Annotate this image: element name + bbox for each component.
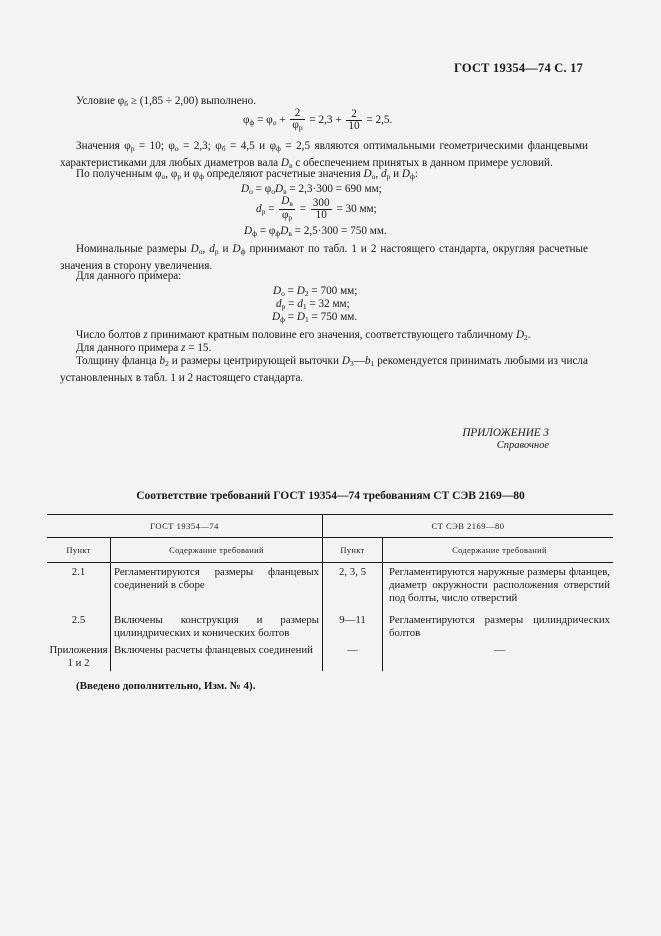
example-intro: Для данного примера: [76,270,182,282]
nominal-paragraph: Номинальные размеры $D_о$, $d_р$ и $D_ф$ принимают по табл. 1 и 2 настоящего стандарта, округляя расчетные значения в сторону увеличения. [60,243,588,272]
correspondence-table [47,514,613,671]
equation-df1: $D_ф = D_1 = 750$ мм. [272,311,358,324]
table-row [47,563,613,612]
row-text-right: — [494,644,505,656]
equation-df: $D_ф = \varphi_фD_в = 2,5\cdot 300 = 750$ мм. [244,225,387,238]
col-content-left: Содержание требований [111,538,323,563]
equation-d1: $d_р = d_1 = 32$ мм; [276,298,350,311]
table-group-right: СТ СЭВ 2169—80 [323,515,614,538]
equation-phi-f: $\varphi_ф = \varphi_о$ + $\frac{2}{\varphi_р}$ = 2,3 + $\frac{2}{10}$ = 2,5. [243,107,393,132]
col-content-right: Содержание требований [383,538,614,563]
appendix-title: ПРИЛОЖЕНИЕ 3 [462,427,549,439]
flange-thickness-paragraph: Толщину фланца $b_2$ и размеры центрирующей выточки $D_3—b_1$ рекомендуется принимать любыми из числа установленных в табл. 1 и 2 настоящего стандарта. [60,355,588,384]
calc-intro: По полученным $\varphi_о$, $\varphi_р$ и $\varphi_ф$ определяют расчетные значения $D_о$, $d_р$ и $D_ф$: [76,168,418,181]
row-text-right: Регламентируются размеры цилиндрических болтов [389,614,610,639]
equation-d0: $D_о = \varphi_оD_в = 2,3\cdot 300 = 690$ мм; [241,183,382,196]
condition-text: Условие $\varphi_б \ge (1,85 \div 2,00)$ выполнено. [76,95,257,108]
row-text-left: Регламентируются размеры фланцевых соединений в сборе [111,563,323,612]
equation-d2: $D_о = D_2 = 700$ мм; [273,285,358,298]
row-item-left: 2.1 [47,563,111,612]
row-text-right: Регламентируются наружные размеры фланцев, диаметр окружности расположения отверстий под болты, число отверстий [389,566,610,604]
row-item-right: 2, 3, 5 [323,563,383,612]
col-item-left: Пункт [47,538,111,563]
row-text-left: Включены расчеты фланцевых соединений [111,641,323,671]
row-item-left: Приложения 1 и 2 [47,641,111,671]
row-text-left: Включены конструкция и размеры цилиндрических и конических болтов [111,611,323,641]
values-paragraph: Значения $\varphi_р = 10$; $\varphi_о = 2,3$; $\varphi_б = 4,5$ и $\varphi_ф = 2,5$ являются оптимальными геометрическими фланцевыми характеристиками для любых диаметров вала $D_в$ с обеспечением принятых в данном примере условий. [60,140,589,170]
equation-dp: $d_р$ = $\frac{D_в}{\varphi_р}$ = $\frac{300}{10}$ = 30 мм; [256,195,377,222]
bolts-text: Число болтов z принимают кратным половине его значения, соответствующего табличному $D_2$. [76,329,531,342]
row-item-left: 2.5 [47,611,111,641]
row-item-right: 9—11 [323,611,383,641]
page-header: ГОСТ 19354—74 С. 17 [454,61,583,75]
appendix-subtitle: Справочное [496,440,549,451]
bolts-example: Для данного примера z = 15. [76,342,212,354]
row-item-right: — [323,641,383,671]
table-title: Соответствие требований ГОСТ 19354—74 требованиям СТ СЭВ 2169—80 [136,490,525,502]
amendment-note: (Введено дополнительно, Изм. № 4). [76,680,256,692]
table-group-left: ГОСТ 19354—74 [47,515,323,538]
table-row [47,611,613,641]
col-item-right: Пункт [323,538,383,563]
table-row [47,641,613,671]
